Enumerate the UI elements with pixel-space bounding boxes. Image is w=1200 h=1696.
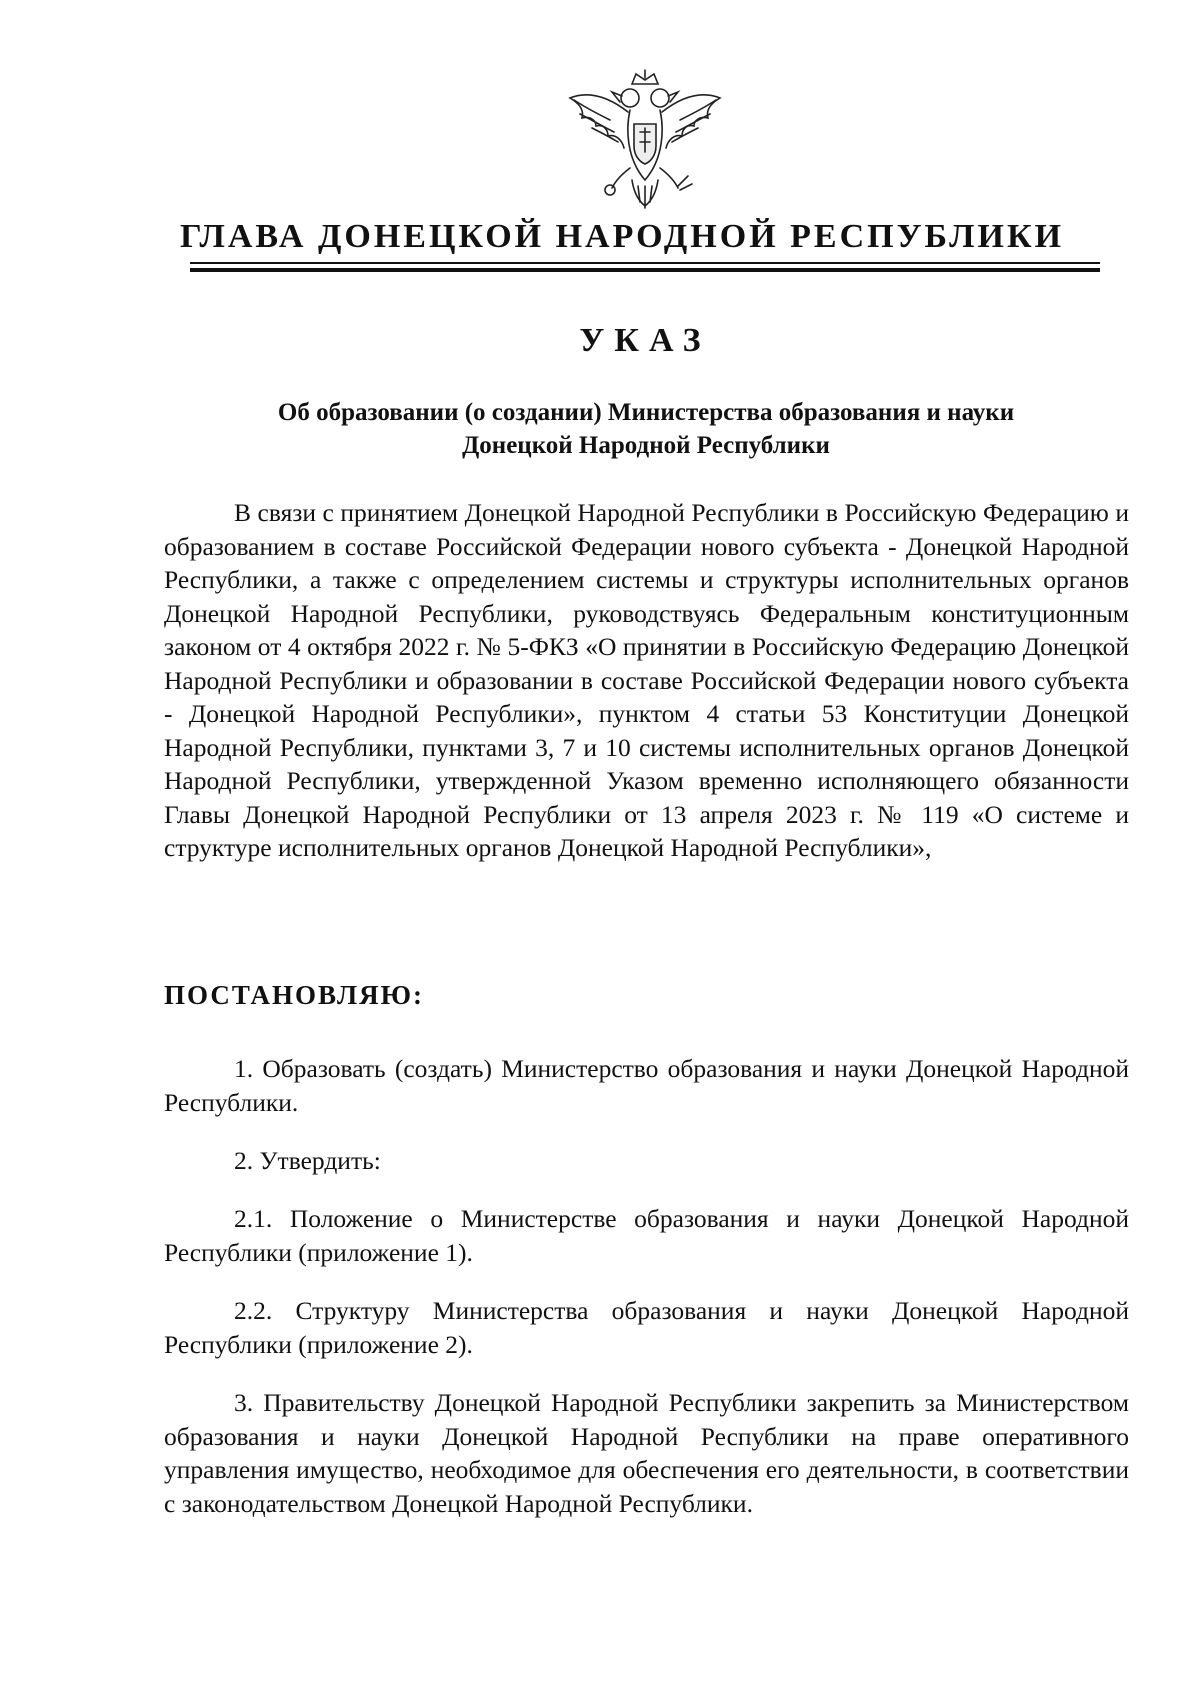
subject-line-1: Об образовании (о создании) Министерства образования и науки (277, 399, 1015, 426)
header-divider-thick (190, 268, 1100, 272)
decree-item-2: 2. Утвердить: (234, 1146, 381, 1175)
decree-word: ПОСТАНОВЛЯЮ: (164, 980, 424, 1010)
decree-item-1: 1. Образовать (создать) Министерство образования и науки Донецкой Народной Республики. (164, 1054, 1129, 1117)
coat-of-arms-emblem (560, 68, 730, 218)
document-type-heading: УКАЗ (579, 322, 711, 359)
organization-title: ГЛАВА ДОНЕЦКОЙ НАРОДНОЙ РЕСПУБЛИКИ (180, 218, 1065, 255)
decree-item-2-1: 2.1. Положение о Министерстве образования и науки Донецкой Народной Республики (приложение 1). (164, 1204, 1129, 1267)
decree-item-2-2: 2.2. Структуру Министерства образования и науки Донецкой Народной Республики (приложение 2). (164, 1296, 1129, 1359)
decree-item-3: 3. Правительству Донецкой Народной Республики закрепить за Министерством образования и науки Донецкой Народной Республики на праве оперативного управления имущество, необходимое для обеспечения его деятельности, в соответствии с законодательством Донецкой Народной Республики. (164, 1388, 1129, 1518)
subject-line-2: Донецкой Народной Республики (462, 432, 830, 459)
header-divider-thin (190, 262, 1100, 264)
preamble-paragraph: В связи с принятием Донецкой Народной Республики в Российскую Федерацию и образованием в составе Российской Федерации нового субъекта - Донецкой Народной Республики, а также с определением системы и структуры исполнительных органов Донецкой Народной Республики, руководствуясь Федеральным конституционным законом от 4 октября 2022 г. № 5-ФКЗ «О принятии в Российскую Федерацию Донецкой Народной Республики и образовании в составе Российской Федерации нового субъекта - Донецкой Народной Республики», пунктом 4 статьи 53 Конституции Донецкой Народной Республики, пунктами 3, 7 и 10 системы исполнительных органов Донецкой Народной Республики, утвержденной Указом временно исполняющего обязанности Главы Донецкой Народной Республики от 13 апреля 2023 г. № 119 «О системе и структуре исполнительных органов Донецкой Народной Республики», (164, 498, 1129, 862)
document-subject (160, 396, 1132, 462)
